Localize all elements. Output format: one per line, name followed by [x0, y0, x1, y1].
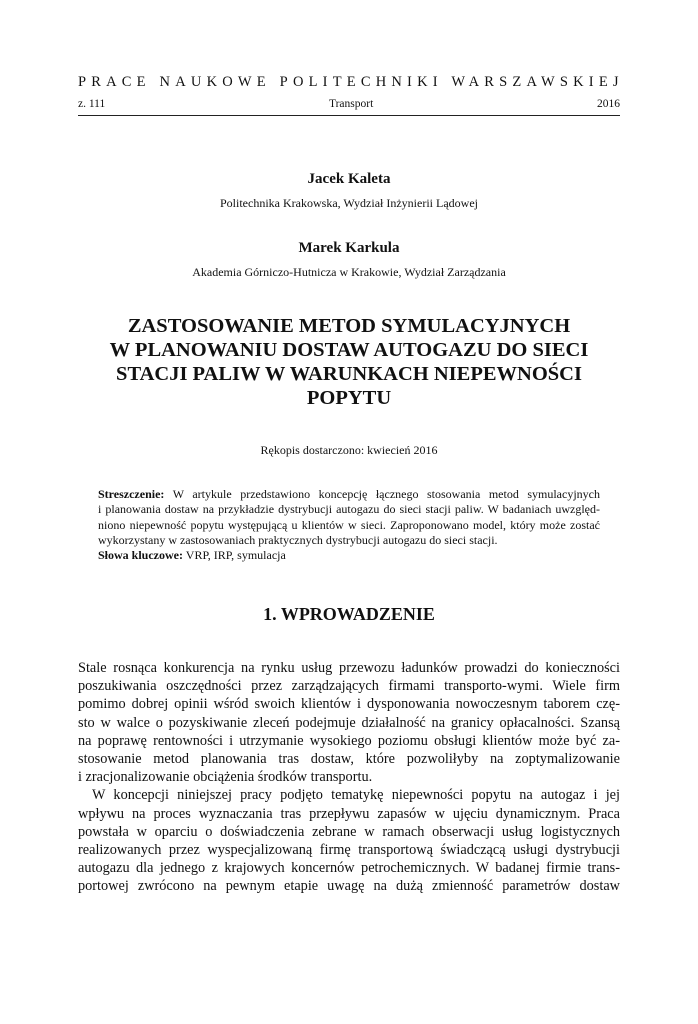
header-meta — [78, 98, 620, 110]
body-line: autogazu dla jednego z krajowych koncernów petrochemicznych. W badanej firmie trans- — [78, 860, 620, 877]
abstract-line — [98, 487, 600, 502]
paper-title — [78, 314, 620, 410]
author-affiliation: Politechnika Krakowska, Wydział Inżynierii Lądowej — [220, 196, 478, 210]
title-line: STACJI PALIW W WARUNKACH NIEPEWNOŚCI — [116, 363, 582, 385]
body-line: realizowanych przez wyspecjalizowaną firmę transportową świadczącą usługi dystrybucji — [78, 841, 620, 858]
header-rule — [78, 115, 620, 116]
title-line: W PLANOWANIU DOSTAW AUTOGAZU DO SIECI — [109, 339, 589, 361]
abstract-line: i planowania dostaw na przykładzie dystrybucji autogazu do sieci stacji paliw. W badaniach uwzględ- — [98, 502, 600, 517]
abstract-label: Streszczenie: — [98, 487, 165, 501]
received-date: Rękopis dostarczono: kwiecień 2016 — [260, 443, 438, 457]
body-line: portowej zwrócono na pewnym etapie uwagę na dużą zmienność parametrów dostaw — [78, 878, 620, 895]
body-line: sto w walce o pozyskiwanie zleceń podejmuje działalność na granicy opłacalności. Szansą — [78, 714, 620, 731]
author-name: Jacek Kaleta — [307, 171, 391, 187]
body-line: Stale rosnąca konkurencja na rynku usług przewozu ładunków prowadzi do konieczności — [78, 660, 620, 676]
abstract-line: wykorzystany w zastosowaniach praktycznych dystrybucji autogazu do sieci stacji. — [98, 532, 498, 547]
author-name: Marek Karkula — [298, 240, 400, 256]
body-line: stosowanie metod planowania tras dostaw, które pozwoliłyby na zoptymalizowanie — [78, 750, 620, 767]
keywords-line — [98, 548, 600, 563]
body-line: poszukiwania oszczędności przez zarządzających firmami transporto-wymi. Wiele firm — [78, 678, 620, 695]
author-affiliation: Akademia Górniczo-Hutnicza w Krakowie, Wydział Zarządzania — [192, 265, 506, 279]
title-line: POPYTU — [306, 387, 392, 409]
body-text — [78, 659, 620, 895]
volume-number: z. 111 — [78, 98, 106, 110]
abstract-text: W artykule przedstawiono koncepcję łącznego stosowania metod symulacyjnych — [172, 487, 600, 501]
body-line: wpływu na proces wyznaczania tras przepływu zapasów w ujęciu dynamicznym. Praca — [78, 805, 620, 822]
body-line: na poprawę rentowności i utrzymanie wysokiego poziomu obsługi klientów może być za- — [78, 732, 620, 749]
publication-year: 2016 — [596, 98, 620, 110]
body-line: i zracjonalizowanie obciążenia środków transportu. — [78, 769, 373, 786]
keywords-label: Słowa kluczowe: — [98, 548, 183, 563]
journal-title: PRACE NAUKOWE POLITECHNIKI WARSZAWSKIEJ — [78, 74, 624, 90]
abstract — [98, 487, 600, 563]
keywords: VRP, IRP, symulacja — [185, 548, 286, 563]
series-name: Transport — [328, 98, 374, 110]
section-heading: 1. WPROWADZENIE — [263, 604, 435, 624]
body-line: W koncepcji niniejszej pracy podjęto tematykę niepewności popytu na autogaz i jej — [92, 787, 620, 804]
abstract-line: niono niepewność popytu występującą u klientów w sieci. Zaproponowano model, który może zostać — [98, 517, 600, 532]
title-line: ZASTOSOWANIE METOD SYMULACYJNYCH — [127, 315, 571, 337]
body-line: powstała w oparciu o doświadczenia zebrane w ramach obserwacji usług logistycznych — [78, 823, 620, 840]
body-line: pomimo dobrej opinii wśród swoich klientów i dysponowania nowoczesnym taborem czę- — [78, 696, 620, 713]
